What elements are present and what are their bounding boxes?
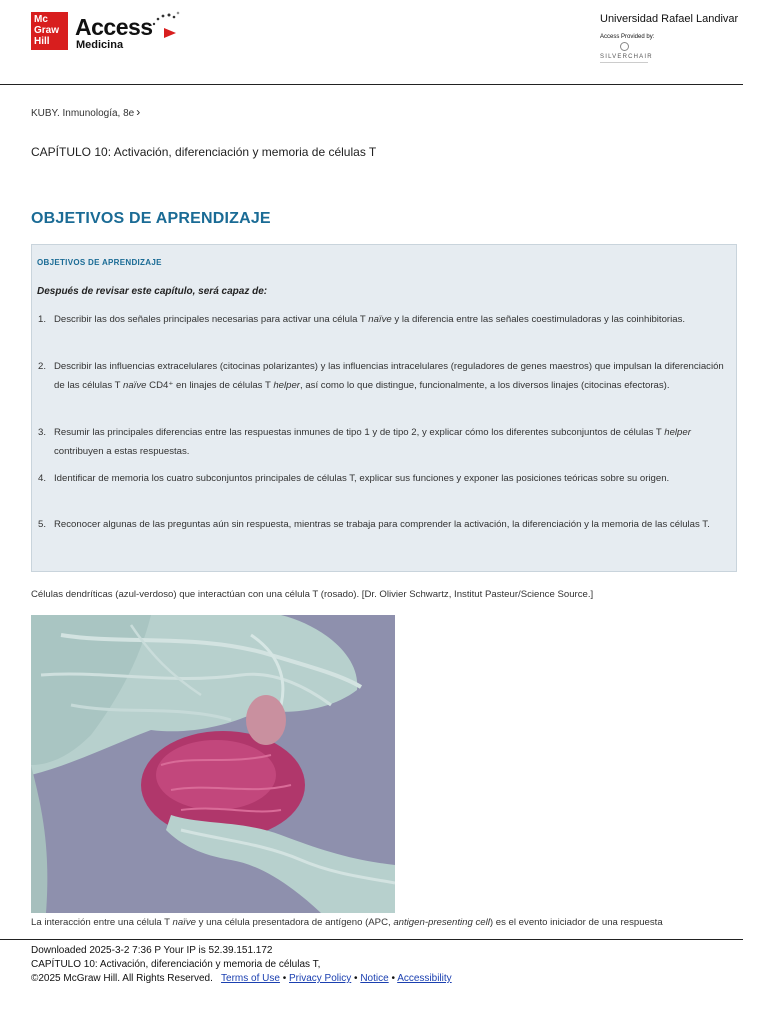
logo-line: Mc [34, 14, 48, 25]
copyright-text: ©2025 McGraw Hill. All Rights Reserved. [31, 973, 213, 984]
terms-of-use-link[interactable]: Terms of Use [221, 973, 280, 984]
chapter-title: CAPÍTULO 10: Activación, diferenciación y memoria de células T [31, 145, 377, 159]
objective-number: 3. [38, 427, 47, 438]
cell-micrograph-image [31, 615, 395, 913]
medicina-logo-text: Medicina [76, 39, 124, 51]
objective-text: Describir las influencias extracelulares (citocinas polarizantes) y las influencias intracelulares (reguladores de genes maestros) que impulsan la diferenciación de las células T naïve CD4⁺ en linajes de células T helper, así como lo que distingue, funcionalmente, a los diversos linajes (citocinas efectoras). [54, 361, 724, 391]
access-logo-text[interactable]: Access [75, 14, 153, 40]
objective-text: Describir las dos señales principales necesarias para activar una célula T naïve y la diferencia entre las señales coestimuladoras y las coinhibitorias. [54, 314, 686, 325]
figure-caption: Células dendríticas (azul-verdoso) que interactúan con una célula T (rosado). [Dr. Olivier Schwartz, Institut Pasteur/Science Source.] [31, 589, 594, 600]
section-heading: OBJETIVOS DE APRENDIZAJE [31, 210, 271, 227]
silverchair-underline [600, 62, 648, 63]
objective-item [38, 424, 728, 461]
chevron-right-icon: › [136, 105, 141, 119]
objectives-box-label: OBJETIVOS DE APRENDIZAJE [37, 258, 162, 267]
download-info: Downloaded 2025-3-2 7:36 P Your IP is 52.39.151.172 [31, 945, 273, 956]
breadcrumb-book-link[interactable]: KUBY. Inmunología, 8e [31, 108, 135, 119]
silverchair-logo-text: SILVERCHAIR [600, 54, 653, 60]
access-provided-label: Access Provided by: [600, 34, 655, 40]
privacy-policy-link[interactable]: Privacy Policy [289, 973, 352, 984]
objective-number: 1. [38, 314, 47, 325]
header-divider [0, 84, 743, 85]
footer-legal: ©2025 McGraw Hill. All Rights Reserved. Terms of Use • Privacy Policy • Notice • Accessibility [31, 973, 452, 984]
objective-number: 5. [38, 519, 47, 530]
body-paragraph: La interacción entre una célula T naïve y una célula presentadora de antígeno (APC, antigen-presenting cell) es el evento iniciador de una respuesta [31, 917, 663, 928]
mcgraw-hill-logo[interactable] [31, 12, 68, 50]
objective-text: Identificar de memoria los cuatro subconjuntos principales de células T, explicar sus funciones y exponer las posiciones teóricas sobre su origen. [54, 473, 670, 484]
objective-text: Reconocer algunas de las preguntas aún sin respuesta, mientras se trabaja para comprender la activación, la diferenciación y la memoria de las células T. [54, 519, 710, 530]
silverchair-logo-icon [620, 42, 629, 51]
objective-text: Resumir las principales diferencias entre las respuestas inmunes de tipo 1 y de tipo 2, y explicar cómo los diferentes subconjuntos de células T helper contribuyen a estas respuestas. [54, 427, 691, 457]
logo-line: Hill [34, 36, 50, 47]
footer-divider [0, 939, 743, 940]
footer-chapter: CAPÍTULO 10: Activación, diferenciación y memoria de células T, [31, 959, 321, 970]
objective-item [38, 358, 728, 395]
objective-item [38, 470, 728, 489]
notice-link[interactable]: Notice [360, 973, 389, 984]
logo-line: Graw [34, 25, 60, 36]
objective-number: 4. [38, 473, 47, 484]
objectives-intro: Después de revisar este capítulo, será capaz de: [37, 286, 268, 297]
institution-name: Universidad Rafael Landivar [600, 13, 739, 25]
breadcrumb[interactable] [31, 105, 140, 119]
accessibility-link[interactable]: Accessibility [397, 973, 452, 984]
objective-item [38, 516, 728, 535]
objective-item [38, 311, 728, 330]
objective-number: 2. [38, 361, 47, 372]
access-swoosh-icon [150, 10, 180, 40]
